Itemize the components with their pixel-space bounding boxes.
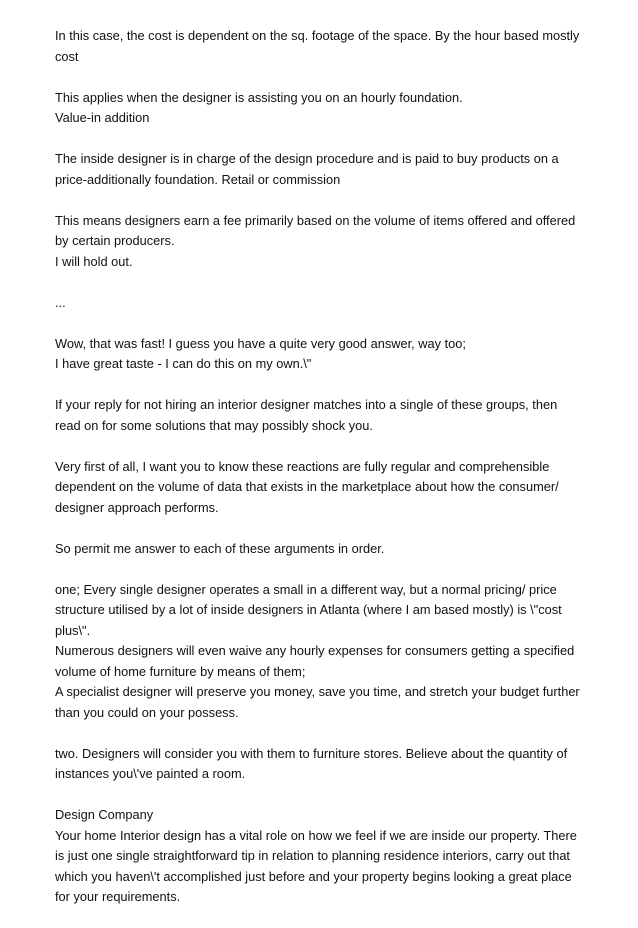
text-line: Very first of all, I want you to know these reactions are fully regular and comprehensible bbox=[55, 458, 550, 474]
text-line: read on for some solutions that may possibly shock you. bbox=[55, 417, 373, 433]
text-line: This applies when the designer is assisting you on an hourly foundation. bbox=[55, 89, 463, 105]
text-line: two. Designers will consider you with them to furniture stores. Believe about the quantity of bbox=[55, 745, 568, 761]
paragraph bbox=[55, 293, 595, 314]
document-body bbox=[55, 26, 595, 928]
text-line: dependent on the volume of data that exists in the marketplace about how the consumer/ bbox=[55, 479, 559, 494]
text-line: Value-in addition bbox=[55, 110, 150, 125]
paragraph bbox=[55, 744, 595, 785]
paragraph bbox=[55, 88, 595, 129]
paragraph bbox=[55, 580, 595, 724]
paragraph bbox=[55, 26, 595, 67]
paragraph bbox=[55, 334, 595, 375]
paragraph bbox=[55, 805, 595, 908]
text-line: structure utilised by a lot of inside designers in Atlanta (where I am based mostly) is \"cost bbox=[55, 602, 562, 617]
text-line: A specialist designer will preserve you money, save you time, and stretch your budget further bbox=[55, 684, 580, 699]
paragraph bbox=[55, 149, 595, 190]
text-line: This means designers earn a fee primarily based on the volume of items offered and offered bbox=[55, 212, 576, 228]
text-line: designer approach performs. bbox=[55, 499, 219, 515]
text-line: price-additionally foundation. Retail or commission bbox=[55, 171, 341, 187]
text-line: instances you\'ve painted a room. bbox=[55, 766, 246, 781]
text-line: I have great taste - I can do this on my own.\" bbox=[55, 356, 312, 371]
text-line: which you haven\'t accomplished just before and your property begins looking a great place bbox=[55, 868, 572, 884]
text-line: for your requirements. bbox=[55, 889, 181, 904]
text-line: I will hold out. bbox=[55, 253, 133, 269]
text-line: than you could on your possess. bbox=[55, 704, 239, 720]
paragraph bbox=[55, 457, 595, 519]
text-line: ... bbox=[55, 294, 66, 310]
text-line: Wow, that was fast! I guess you have a quite very good answer, way too; bbox=[55, 335, 466, 351]
text-line: In this case, the cost is dependent on the sq. footage of the space. By the hour based mostly bbox=[55, 28, 580, 43]
text-line: Numerous designers will even waive any hourly expenses for consumers getting a specified bbox=[55, 643, 575, 658]
text-line: cost bbox=[55, 48, 79, 64]
text-line: by certain producers. bbox=[55, 233, 175, 248]
text-line: volume of home furniture by means of them; bbox=[55, 663, 306, 679]
text-line: Your home Interior design has a vital role on how we feel if we are inside our property. There bbox=[55, 827, 577, 843]
paragraph bbox=[55, 539, 595, 560]
text-line: The inside designer is in charge of the design procedure and is paid to buy products on a bbox=[55, 151, 559, 166]
paragraph bbox=[55, 211, 595, 273]
text-line: Design Company bbox=[55, 807, 154, 822]
text-line: is just one single straightforward tip in relation to planning residence interiors, carry out that bbox=[55, 848, 570, 863]
text-line: So permit me answer to each of these arguments in order. bbox=[55, 540, 385, 556]
text-line: one; Every single designer operates a small in a different way, but a normal pricing/ price bbox=[55, 581, 557, 597]
paragraph bbox=[55, 395, 595, 436]
text-line: plus\". bbox=[55, 622, 91, 638]
text-line: If your reply for not hiring an interior designer matches into a single of these groups, then bbox=[55, 397, 558, 412]
